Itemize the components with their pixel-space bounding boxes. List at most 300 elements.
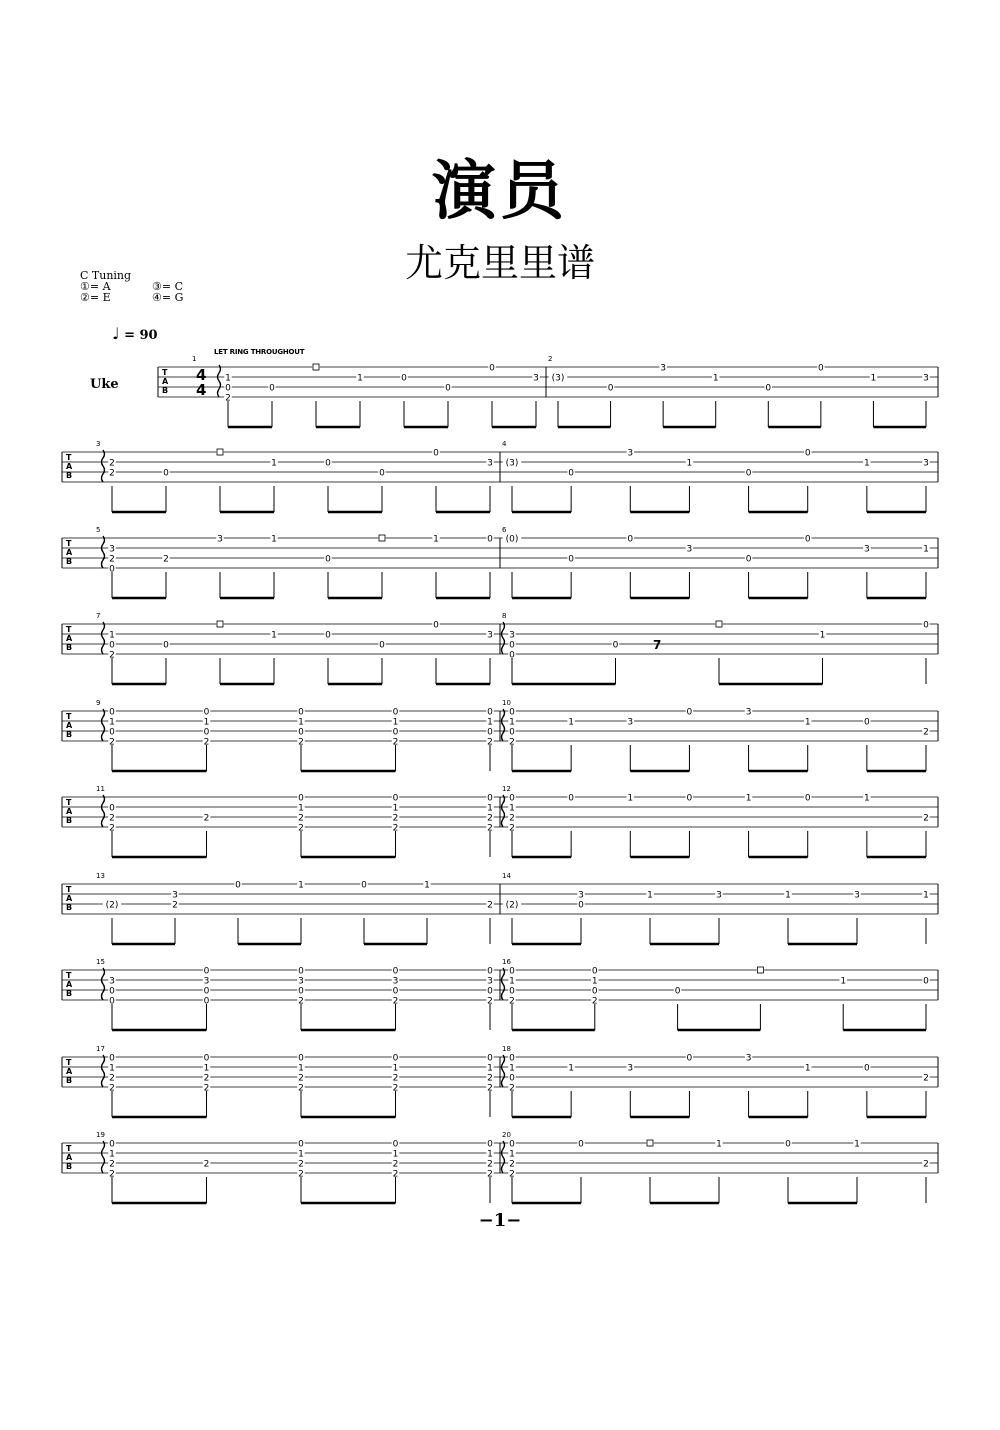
fret-number: 3 [627,717,634,728]
fret-number: 0 [392,793,399,804]
tab-clef-letter: B [66,903,73,912]
tab-clef-letter: T [162,368,168,377]
fret-number: 1 [392,1063,399,1074]
fret-number: 0 [804,793,811,804]
fret-number: 3 [578,890,584,901]
tuning-string-2: ②= E [80,291,111,304]
fret-number: 0 [225,383,231,394]
fret-number: 0 [298,1139,304,1150]
fret-number: 1 [109,1149,115,1160]
fret-number: 0 [686,793,693,804]
fret-number: 0 [487,793,493,804]
fret-number: 3 [716,890,722,901]
fret-number: 2 [923,727,929,738]
fret-number: 0 [109,996,115,1007]
arpeggio-icon [102,536,105,568]
fret-number: 0 [109,1053,115,1064]
tab-clef-letter: A [66,894,73,903]
tab-clef-letter: A [66,548,73,557]
measure-number: 12 [502,785,511,793]
fret-number: 1 [712,373,719,384]
tab-clef-letter: A [66,1067,73,1076]
fret-number: 0 [109,564,115,575]
fret-number: 1 [433,534,439,545]
fret-number: 2 [203,737,210,748]
fret-number: 2 [509,737,515,748]
time-signature-bottom: 4 [196,381,207,399]
fret-number: 1 [745,793,752,804]
fret-number: 2 [487,737,493,748]
fret-number: 2 [109,1083,115,1094]
fret-number: 2 [163,554,169,565]
fret-number: 3 [923,458,929,469]
fret-number: 0 [298,727,304,738]
fret-number: 0 [817,363,824,374]
tab-clef-letter: A [162,377,169,386]
fret-number: 3 [298,976,304,987]
measure-number: 15 [96,958,105,966]
fret-number: 2 [392,1073,399,1084]
measure-number: 14 [502,872,511,880]
fret-number: 1 [863,458,870,469]
fret-number: 1 [854,1139,860,1150]
fret-number: 1 [298,1063,304,1074]
fret-number: 2 [487,900,493,911]
fret-number: 0 [203,996,210,1007]
fret-number: 0 [325,554,331,565]
fret-number: 2 [109,554,115,565]
fret-number: 1 [509,1149,515,1160]
fret-number: 0 [487,1053,493,1064]
measure-number: 10 [502,699,511,707]
fret-number: 0 [509,966,515,977]
fret-number: 2 [298,996,304,1007]
fret-number: 0 [765,383,772,394]
fret-number: 1 [819,630,826,641]
fret-number: 0 [578,1139,584,1150]
arpeggio-icon [502,1141,505,1173]
fret-number: 1 [392,803,399,814]
arpeggio-icon [102,622,105,654]
fret-number: 0 [487,534,493,545]
fret-number: 2 [487,996,493,1007]
fret-number: 0 [392,966,399,977]
quarter-note-icon: ♩ [112,324,120,343]
harmonic-icon [716,621,722,627]
fret-number: 3 [487,976,493,987]
arpeggio-icon [502,795,505,827]
fret-number: 3 [686,544,693,555]
tab-clef-letter: B [66,643,73,652]
fret-number: 0 [109,707,115,718]
fret-number: 1 [109,1063,115,1074]
fret-number: 2 [298,1083,304,1094]
fret-number: 2 [487,1169,493,1180]
fret-number: 0 [401,373,407,384]
tab-clef-letter: A [66,807,73,816]
fret-number: 2 [298,813,304,824]
tab-clef-letter: B [66,730,73,739]
fret-number: 2 [298,1073,304,1084]
fret-number: 3 [863,544,870,555]
fret-number: 1 [647,890,653,901]
fret-number: 2 [923,1073,929,1084]
tab-clef-letter: B [66,1162,73,1171]
let-ring-instruction: LET RING THROUGHOUT [214,348,305,356]
fret-number: 2 [298,1169,304,1180]
fret-number: 0 [109,986,115,997]
harmonic-icon [757,967,763,973]
fret-number: 0 [203,707,210,718]
harmonic-icon [647,1140,653,1146]
fret-number: 0 [627,534,634,545]
measure-number: 6 [502,526,507,534]
fret-number: 0 [804,534,811,545]
tab-clef-letter: T [66,971,72,980]
fret-number: 1 [392,717,399,728]
tab-clef-letter: B [66,1076,73,1085]
fret-number: 2 [109,650,115,661]
arpeggio-icon [102,450,105,482]
tab-clef-letter: B [66,989,73,998]
measure-number: 18 [502,1045,511,1053]
fret-number: 0 [686,1053,693,1064]
fret-number: 1 [627,793,634,804]
fret-number: 2 [109,737,115,748]
fret-number: 0 [509,1139,515,1150]
fret-number: 0 [433,448,439,459]
fret-number: 2 [225,393,231,404]
fret-number: 0 [298,793,304,804]
fret-number: 0 [392,986,399,997]
tempo-value: = 90 [124,328,158,343]
measure-number: 9 [96,699,101,707]
fret-number: 1 [357,373,363,384]
arpeggio-icon [502,968,505,1000]
arpeggio-icon [102,795,105,827]
fret-number: 0 [863,1063,870,1074]
fret-number: 1 [487,1063,493,1074]
fret-number: 2 [509,1083,515,1094]
fret-number: 0 [445,383,451,394]
fret-number: 0 [612,640,619,651]
fret-number: 2 [509,823,515,834]
harmonic-icon [217,621,223,627]
fret-number: 2 [392,823,399,834]
fret-number: 0 [361,880,367,891]
tuning-string-3: ③= C [152,280,183,293]
fret-number: 0 [785,1139,791,1150]
page-number: −1− [478,1210,522,1231]
fret-number: 0 [392,1139,399,1150]
fret-number: 3 [533,373,539,384]
fret-number: 3 [745,1053,752,1064]
fret-number: 0 [298,986,304,997]
fret-number: 1 [298,717,304,728]
fret-number: 1 [591,976,598,987]
measure-number: 16 [502,958,511,966]
fret-number: 2 [509,1159,515,1170]
fret-number: 0 [487,727,493,738]
fret-number: 2 [392,1169,399,1180]
fret-number: 3 [109,976,115,987]
fret-number: 3 [923,373,929,384]
arpeggio-icon [102,968,105,1000]
arpeggio-icon [218,365,221,397]
harmonic-icon [379,535,385,541]
arpeggio-icon [502,709,505,741]
fret-number: 3 [392,976,399,987]
tab-clef-letter: T [66,1058,72,1067]
fret-number: 1 [785,890,791,901]
fret-number: 0 [163,468,169,479]
fret-number: 0 [298,1053,304,1064]
fret-number: 0 [298,707,304,718]
fret-number: 1 [509,803,515,814]
fret-number: (2) [105,900,119,911]
fret-number: 3 [627,1063,634,1074]
fret-number: 1 [509,1063,515,1074]
fret-number: 1 [298,803,304,814]
arpeggio-icon [502,1055,505,1087]
fret-number: 2 [298,737,304,748]
arpeggio-icon [102,1141,105,1173]
fret-number: 0 [325,458,331,469]
fret-number: 2 [487,1073,493,1084]
fret-number: 1 [568,717,575,728]
fret-number: 0 [509,986,515,997]
fret-number: 2 [392,1159,399,1170]
fret-number: 1 [298,880,304,891]
eighth-rest-icon: 7 [653,638,662,652]
fret-number: 0 [163,640,169,651]
tab-clef-letter: T [66,453,72,462]
fret-number: 1 [509,976,515,987]
fret-number: (2) [505,900,519,911]
measure-number: 3 [96,440,101,448]
fret-number: 0 [109,640,115,651]
page-subtitle: 尤克里里谱 [404,241,595,285]
fret-number: 0 [591,966,598,977]
tab-clef-letter: B [66,471,73,480]
fret-number: 2 [109,1073,115,1084]
fret-number: 0 [509,707,515,718]
fret-number: 0 [298,966,304,977]
fret-number: 2 [487,1159,493,1170]
fret-number: 0 [487,1139,493,1150]
fret-number: 1 [923,544,929,555]
fret-number: 3 [109,544,115,555]
fret-number: 1 [109,717,115,728]
fret-number: 3 [660,363,667,374]
fret-number: 0 [804,448,811,459]
fret-number: 0 [433,620,439,631]
tab-clef-letter: T [66,625,72,634]
fret-number: 2 [509,1169,515,1180]
fret-number: 1 [487,803,493,814]
tab-clef-letter: A [66,980,73,989]
fret-number: 0 [686,707,693,718]
fret-number: 2 [509,996,515,1007]
fret-number: 0 [235,880,241,891]
tab-clef-letter: T [66,798,72,807]
fret-number: 2 [509,813,515,824]
fret-number: 1 [863,793,870,804]
measure-number: 20 [502,1131,511,1139]
fret-number: 2 [923,1159,929,1170]
fret-number: 1 [203,1063,210,1074]
fret-number: 1 [271,534,277,545]
fret-number: 3 [487,458,493,469]
fret-number: 0 [325,630,331,641]
fret-number: 2 [392,996,399,1007]
fret-number: (3) [551,373,565,384]
fret-number: 3 [487,630,493,641]
fret-number: 0 [745,554,752,565]
fret-number: 3 [203,976,210,987]
measure-number: 5 [96,526,101,534]
fret-number: (0) [505,534,519,545]
fret-number: 0 [509,727,515,738]
fret-number: 0 [489,363,495,374]
fret-number: 1 [487,717,493,728]
fret-number: 0 [203,1053,210,1064]
fret-number: 2 [203,1073,210,1084]
fret-number: 0 [674,986,681,997]
fret-number: 2 [109,1169,115,1180]
fret-number: 2 [392,737,399,748]
fret-number: 1 [870,373,877,384]
fret-number: 3 [509,630,515,641]
fret-number: 0 [392,707,399,718]
fret-number: 0 [591,986,598,997]
fret-number: 0 [392,1053,399,1064]
fret-number: 0 [109,1139,115,1150]
fret-number: 0 [607,383,614,394]
fret-number: 1 [392,1149,399,1160]
fret-number: 0 [923,976,929,987]
tab-clef-letter: B [162,386,169,395]
tuning-title: C Tuning [80,269,132,282]
fret-number: 0 [109,803,115,814]
fret-number: 0 [379,640,385,651]
fret-number: 1 [509,717,515,728]
fret-number: 2 [203,1083,210,1094]
fret-number: 2 [487,813,493,824]
fret-number: (3) [505,458,519,469]
fret-number: 0 [509,1053,515,1064]
fret-number: 2 [109,458,115,469]
measure-number: 11 [96,785,105,793]
fret-number: 0 [568,468,575,479]
fret-number: 0 [203,966,210,977]
page-title: 演员 [432,155,568,229]
tuning-string-1: ①= A [80,280,111,293]
fret-number: 1 [109,630,115,641]
time-signature-top: 4 [196,366,207,384]
fret-number: 0 [745,468,752,479]
fret-number: 2 [298,1159,304,1170]
fret-number: 1 [424,880,430,891]
fret-number: 2 [203,1159,210,1170]
tab-clef-letter: T [66,712,72,721]
fret-number: 0 [203,727,210,738]
fret-number: 2 [109,813,115,824]
fret-number: 0 [109,727,115,738]
fret-number: 0 [568,554,575,565]
fret-number: 2 [591,996,598,1007]
tab-clef-letter: T [66,539,72,548]
fret-number: 0 [487,707,493,718]
tab-clef-letter: T [66,1144,72,1153]
fret-number: 0 [487,986,493,997]
measure-number: 7 [96,612,101,620]
fret-number: 2 [487,823,493,834]
fret-number: 1 [271,458,277,469]
fret-number: 2 [203,813,210,824]
fret-number: 1 [686,458,693,469]
fret-number: 1 [568,1063,575,1074]
fret-number: 2 [109,468,115,479]
fret-number: 3 [217,534,223,545]
fret-number: 0 [269,383,275,394]
measure-number: 8 [502,612,507,620]
measure-number: 1 [192,355,197,363]
fret-number: 0 [578,900,584,911]
fret-number: 1 [487,1149,493,1160]
fret-number: 3 [627,448,634,459]
fret-number: 0 [379,468,385,479]
fret-number: 3 [172,890,178,901]
fret-number: 1 [716,1139,722,1150]
fret-number: 2 [392,813,399,824]
fret-number: 1 [923,890,929,901]
instrument-label: Uke [90,377,119,392]
fret-number: 1 [225,373,231,384]
fret-number: 0 [509,640,515,651]
fret-number: 3 [745,707,752,718]
arpeggio-icon [502,622,505,654]
fret-number: 2 [487,1083,493,1094]
fret-number: 1 [271,630,277,641]
fret-number: 1 [203,717,210,728]
fret-number: 2 [298,823,304,834]
measure-number: 13 [96,872,105,880]
fret-number: 2 [109,823,115,834]
fret-number: 0 [509,650,515,661]
fret-number: 0 [509,793,515,804]
fret-number: 0 [392,727,399,738]
fret-number: 3 [854,890,860,901]
tab-clef-letter: A [66,1153,73,1162]
measure-number: 19 [96,1131,105,1139]
fret-number: 0 [487,966,493,977]
tab-clef-letter: A [66,462,73,471]
fret-number: 2 [392,1083,399,1094]
arpeggio-icon [102,1055,105,1087]
harmonic-icon [313,364,319,370]
tab-clef-letter: T [66,885,72,894]
tab-clef-letter: B [66,557,73,566]
arpeggio-icon [102,709,105,741]
tab-clef-letter: A [66,634,73,643]
harmonic-icon [217,449,223,455]
measure-number: 17 [96,1045,105,1053]
fret-number: 1 [804,717,811,728]
fret-number: 2 [109,1159,115,1170]
fret-number: 0 [203,986,210,997]
fret-number: 1 [840,976,847,987]
